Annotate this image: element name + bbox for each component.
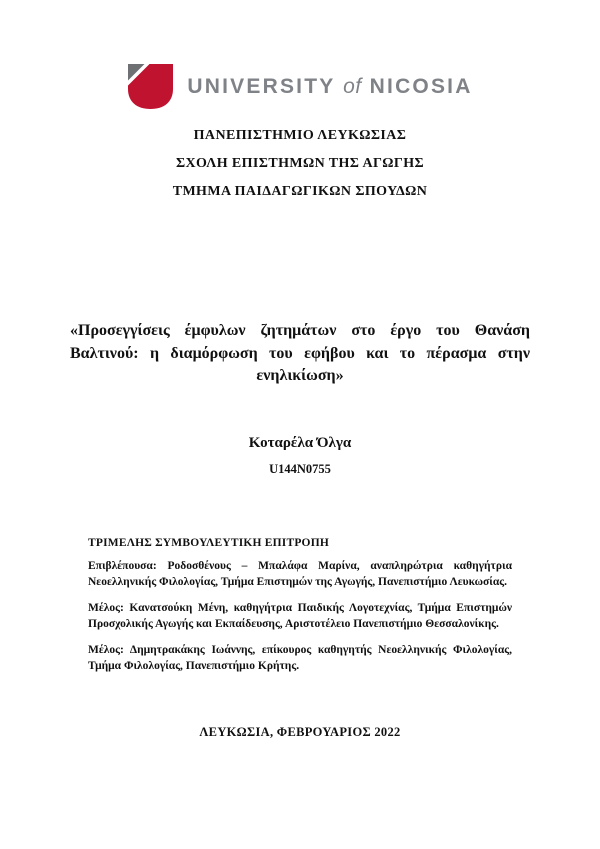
author-name: Κοταρέλα Όλγα	[248, 434, 352, 451]
university-logo	[0, 0, 600, 110]
committee-member-3: Μέλος: Δημητρακάκης Ιωάννης, επίκουρος καθηγητής Νεοελληνικής Φιλολογίας, Τμήμα Φιλολογίας, Πανεπιστήμιο Κρήτης.	[88, 643, 512, 672]
logo-word-university: UNIVERSITY	[187, 74, 336, 98]
thesis-title: «Προσεγγίσεις έμφυλων ζητημάτων στο έργο του Θανάση Βαλτινού: η διαμόρφωση του εφήβου και το πέρασμα στην ενηλικίωση»	[70, 322, 530, 384]
university-name-line: ΠΑΝΕΠΙΣΤΗΜΙΟ ΛΕΥΚΩΣΙΑΣ	[193, 128, 407, 143]
place-date-line: ΛΕΥΚΩΣΙΑ, ΦΕΒΡΟΥΑΡΙΟΣ 2022	[199, 724, 401, 739]
student-id: U144N0755	[269, 461, 331, 476]
committee-section	[0, 537, 600, 675]
committee-member-2: Μέλος: Κανατσούκη Μένη, καθηγήτρια Παιδικής Λογοτεχνίας, Τμήμα Επιστημών Προσχολικής Αγωγής και Εκπαίδευσης, Αριστοτέλειο Πανεπιστήμιο Θεσσαλονίκης.	[88, 601, 512, 630]
committee-member-supervisor: Επιβλέπουσα: Ροδοσθένους – Μπαλάφα Μαρίνα, αναπληρώτρια καθηγήτρια Νεοελληνικής Φιλολογίας, Τμήμα Επιστημών της Αγωγής, Πανεπιστήμιο Λευκωσίας.	[88, 559, 512, 588]
university-logo-text	[187, 75, 472, 99]
university-logo-icon	[127, 63, 174, 110]
logo-word-nicosia: NICOSIA	[369, 74, 473, 98]
logo-word-of: of	[343, 74, 362, 98]
institution-header	[0, 122, 600, 206]
department-name-line: ΤΜΗΜΑ ΠΑΙΔΑΓΩΓΙΚΩΝ ΣΠΟΥΔΩΝ	[172, 184, 428, 199]
school-name-line: ΣΧΟΛΗ ΕΠΙΣΤΗΜΩΝ ΤΗΣ ΑΓΩΓΗΣ	[175, 156, 425, 171]
committee-heading: ΤΡΙΜΕΛΗΣ ΣΥΜΒΟΥΛΕΥΤΙΚΗ ΕΠΙΤΡΟΠΗ	[88, 536, 329, 549]
